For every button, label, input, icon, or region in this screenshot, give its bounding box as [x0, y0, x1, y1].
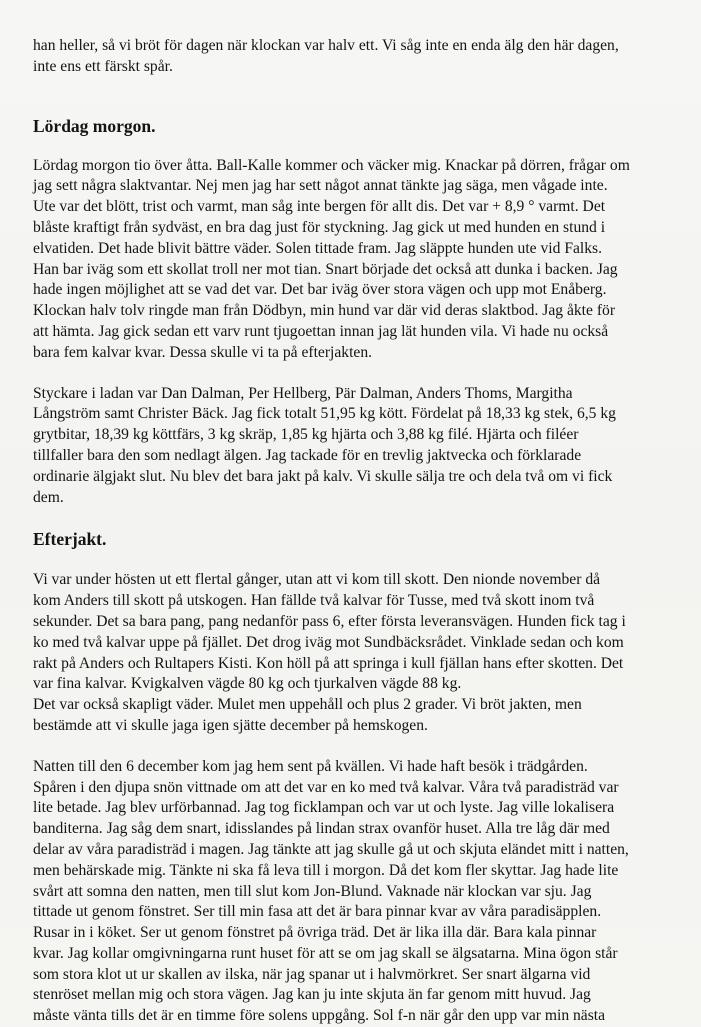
lordag-morgon-paragraph: Lördag morgon tio över åtta. Ball-Kalle kommer och väcker mig. Knackar på dörren, frågar om jag sett några slaktvantar. Nej men jag har sett något annat tänkte jag säga, men vågade inte. Ute var det blött, trist och varmt, man såg inte bergen för allt dis. Det var + 8,9 ° varmt. Det blåste kraftigt från sydväst, en bra dag just för styckning. Jag gick ut med hunden en stund i elvatiden. Det hade blivit bättre väder. Solen tittade fram. Jag släppte hunden ute vid Falks. Han bar iväg som ett skollat troll ner mot tian. Snart började det också att dunka i backen. Jag hade ingen möjlighet att se vad det var. Det bar iväg över stora vägen och upp mot Enåberg. Klockan halv tolv ringde man från Dödbyn, min hund var där vid deras slaktbod. Jag åkte för att hämta. Jag gick sedan ett varv runt tjugoettan innan jag lät hunden vila. Vi hade nu också bara fem kalvar kvar. Dessa skulle vi ta på efterjakten. — [33, 156, 630, 361]
intro-paragraph: han heller, så vi bröt för dagen när klockan var halv ett. Vi såg inte en enda älg den här dagen, inte ens ett färskt spår. — [33, 37, 619, 75]
efterjakt-paragraph: Vi var under hösten ut ett flertal gånger, utan att vi kom till skott. Den nionde november då kom Anders till skott på utskogen. Han fällde två kalvar för Tusse, med två skott inom två sekunder. Det sa bara pang, pang nedanför pass 6, efter första leveransvägen. Hunden fick tag i ko med två kalvar uppe på fjället. Det drog iväg mot Sundbäcksrådet. Vinklade sedan och kom rakt på Anders och Rultapers Kisti. Kon höll på att springa i kull fjällan hans efter skotten. Det var fina kalvar. Kvigkalven vägde 80 kg och tjurkalven vägde 88 kg. Det var också skapligt väder. Mulet men uppehåll och plus 2 grader. Vi bröt jakten, men bestämde att vi skulle jaga igen sjätte december på hemskogen. — [33, 571, 626, 734]
section-heading-efterjakt: Efterjakt. — [33, 529, 107, 550]
section-heading-lordag-morgon: Lördag morgon. — [33, 115, 156, 136]
styckare-paragraph: Styckare i ladan var Dan Dalman, Per Hellberg, Pär Dalman, Anders Thoms, Margitha Långström samt Christer Bäck. Jag fick totalt 51,95 kg kött. Fördelat på 18,33 kg stek, 6,5 kg grytbitar, 18,39 kg köttfärs, 3 kg skräp, 1,85 kg hjärta och 3,88 kg filé. Hjärta och filéer tillfaller bara den som nedlagt älgen. Jag tackade för en trevlig jaktvecka och förklarade ordinarie älgjakt slut. Nu blev det bara jakt på kalv. Vi skulle sälja tre och dela två om vi fick dem. — [33, 384, 616, 506]
natten-paragraph: Natten till den 6 december kom jag hem sent på kvällen. Vi hade haft besök i trädgården. Spåren i den djupa snön vittnade om att det var en ko med två kalvar. Våra två paradisträd var lite betade. Jag blev urförbannad. Jag tog ficklampan och var ut och lyste. Jag ville lokalisera banditerna. Jag såg dem snart, idisslandes på lindan strax ovanför huset. Alla tre låg där med delar av våra paradisträd i magen. Jag tänkte att jag skulle gå ut och skjuta eländet mitt i natten, men behärskade mig. Tänkte ni ska få leva till i morgon. Då det kom fler skyttar. Jag hade lite svårt att somna den natten, men till slut kom Jon-Blund. Vaknade när klockan var sju. Jag tittade ut genom fönstret. Ser till min fasa att det är bara pinnar kvar av våra paradisäpplen. Rusar in i köket. Ser ut genom fönstret på övriga träd. Det är lika illa där. Bara kala pinnar kvar. Jag kollar omgivningarna runt huset för att se om jag skall se älgsatarna. Mina ögon står som stora klot ut ur skallen av ilska, när jag spanar ut i halvmörkret. Ser snart älgarna vid stenröset mellan mig och stora vägen. Jag kan ju inte skjuta än far genom mitt huvud. Jag måste vänta tills det är en timme före solens uppgång. Sol f-n när går den upp var min nästa — [33, 757, 629, 1025]
